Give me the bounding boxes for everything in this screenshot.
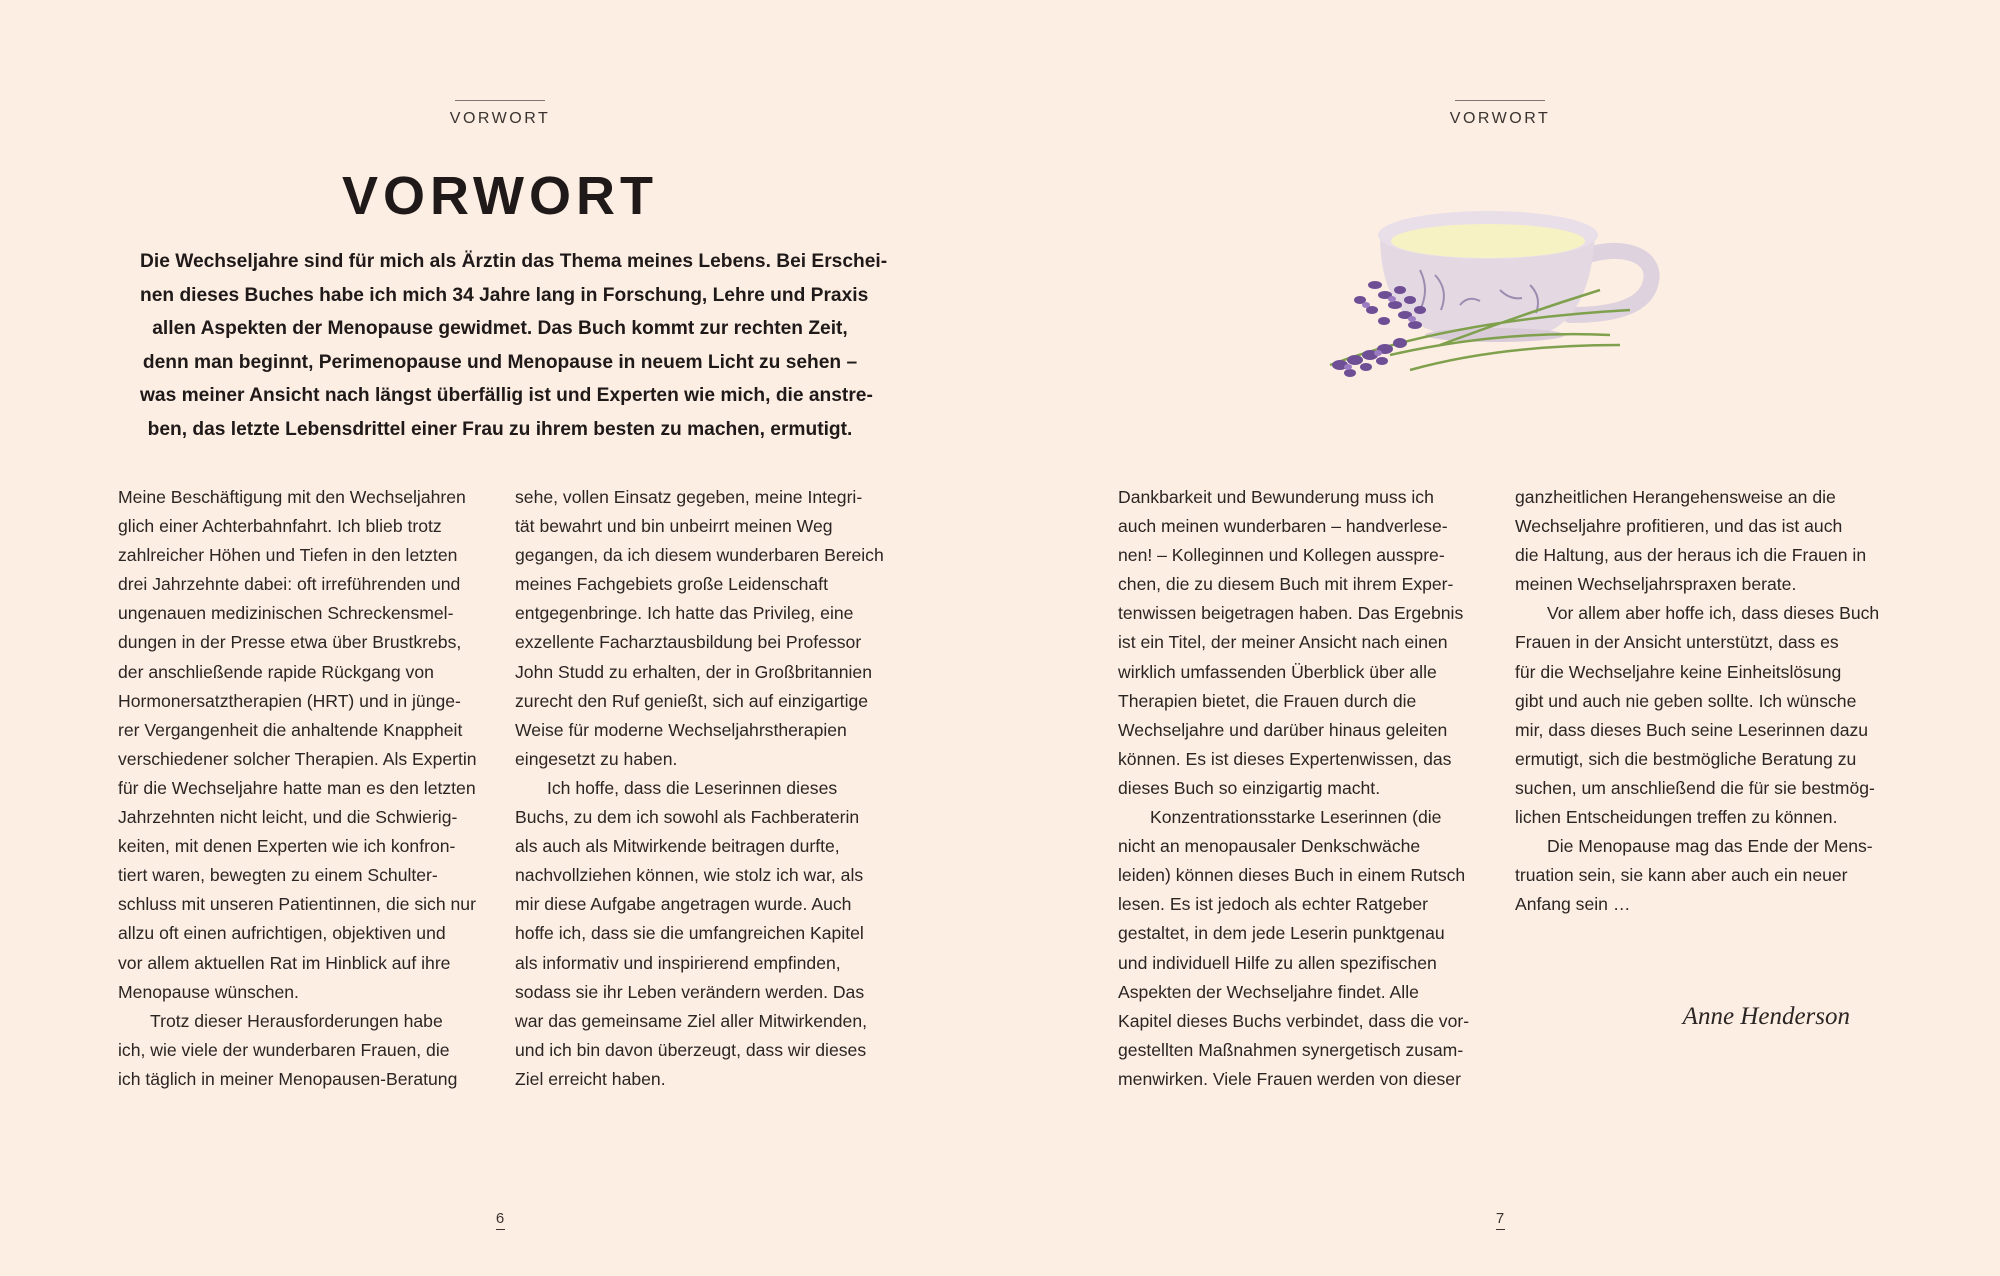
body-line: tät bewahrt und bin unbeirrt meinen Weg — [515, 516, 833, 537]
body-line: Ziel erreicht haben. — [515, 1068, 666, 1089]
lead-line: allen Aspekten der Menopause gewidmet. Das Buch kommt zur rechten Zeit, — [152, 318, 848, 339]
body-line: sodass sie ihr Leben verändern werden. Das — [515, 981, 865, 1002]
body-line: truation sein, sie kann aber auch ein neuer — [1515, 865, 1848, 886]
body-line: chen, die zu diesem Buch mit ihrem Exper- — [1118, 574, 1454, 595]
body-column-1 — [118, 483, 513, 1094]
page-number-right — [1480, 1210, 1520, 1230]
body-line: suchen, um anschließend die für sie bestmög- — [1515, 777, 1875, 798]
page-number: 6 — [495, 1210, 505, 1227]
body-line: eingesetzt zu haben. — [515, 748, 678, 769]
body-line: John Studd zu erhalten, der in Großbritannien — [515, 661, 872, 682]
lead-line: nen dieses Buches habe ich mich 34 Jahre lang in Forschung, Lehre und Praxis — [140, 284, 869, 306]
body-line: zurecht den Ruf genießt, sich auf einzigartige — [515, 690, 869, 711]
body-line: als informativ und inspirierend empfinden, — [515, 952, 841, 973]
body-line: gestellten Maßnahmen synergetisch zusam- — [1118, 1039, 1464, 1060]
body-line: drei Jahrzehnte dabei: oft irreführenden und — [118, 574, 461, 595]
body-line: verschiedener solcher Therapien. Als Expertin — [118, 748, 477, 769]
running-head-rule — [1455, 100, 1545, 101]
body-line: mir, dass dieses Buch seine Leserinnen dazu — [1515, 719, 1869, 740]
chapter-title: VORWORT — [342, 166, 658, 226]
running-head-left — [400, 100, 600, 128]
teacup-lavender-illustration — [1300, 195, 1700, 425]
body-line: lesen. Es ist jedoch als echter Ratgeber — [1118, 894, 1429, 915]
right-page — [1000, 0, 2000, 1276]
running-head-label: VORWORT — [1449, 110, 1551, 127]
body-line: Die Menopause mag das Ende der Mens- — [1547, 836, 1873, 857]
lead-line: ben, das letzte Lebensdrittel einer Frau zu ihrem besten zu machen, ermutigt. — [147, 418, 853, 440]
body-line: allzu oft einen aufrichtigen, objektiven und — [118, 923, 446, 944]
body-line: hoffe ich, dass sie die umfangreichen Kapitel — [515, 923, 864, 944]
body-line: für die Wechseljahre keine Einheitslösung — [1515, 661, 1842, 682]
body-line: keiten, mit denen Experten wie ich konfron- — [118, 836, 456, 857]
body-line: meinen Wechseljahrspraxen berate. — [1515, 574, 1797, 595]
page-number: 7 — [1495, 1210, 1505, 1227]
body-line: können. Es ist dieses Expertenwissen, das — [1118, 748, 1452, 769]
body-line: entgegenbringe. Ich hatte das Privileg, eine — [515, 603, 854, 624]
body-line: die Haltung, aus der heraus ich die Frauen in — [1515, 545, 1867, 566]
page-number-left — [480, 1210, 520, 1230]
lead-paragraph — [140, 245, 888, 446]
body-line: nicht an menopausaler Denkschwäche — [1118, 836, 1421, 857]
body-line: Buchs, zu dem ich sowohl als Fachberaterin — [515, 807, 860, 828]
body-line: Therapien bietet, die Frauen durch die — [1118, 690, 1417, 711]
body-line: gegangen, da ich diesem wunderbaren Bereich — [515, 545, 884, 566]
body-line: Wechseljahre und darüber hinaus geleiten — [1118, 719, 1448, 740]
body-line: für die Wechseljahre hatte man es den letzten — [118, 777, 476, 798]
body-line: als auch als Mitwirkende beitragen durfte, — [515, 836, 840, 857]
body-line: Anfang sein … — [1515, 894, 1631, 915]
body-column-2 — [1515, 483, 1910, 919]
author-signature: Anne Henderson — [1682, 1003, 1850, 1030]
body-line: Meine Beschäftigung mit den Wechseljahren — [118, 487, 466, 507]
body-line: sehe, vollen Einsatz gegeben, meine Integri- — [515, 487, 863, 507]
body-line: zahlreicher Höhen und Tiefen in den letzten — [118, 545, 458, 566]
body-column-2 — [515, 483, 910, 1094]
body-line: nen! – Kolleginnen und Kollegen ausspre- — [1118, 545, 1445, 566]
body-line: leiden) können dieses Buch in einem Rutsch — [1118, 865, 1466, 886]
body-line: Trotz dieser Herausforderungen habe — [150, 1010, 443, 1031]
body-line: tiert waren, bewegten zu einem Schulter- — [118, 865, 438, 886]
body-line: nachvollziehen können, wie stolz ich war, als — [515, 865, 864, 886]
body-line: war das gemeinsame Ziel aller Mitwirkenden, — [515, 1010, 868, 1031]
body-line: ungenauen medizinischen Schreckensmel- — [118, 603, 454, 624]
body-line: glich einer Achterbahnfahrt. Ich blieb trotz — [118, 516, 442, 537]
body-line: ich täglich in meiner Menopausen-Beratung — [118, 1068, 458, 1089]
body-line: Aspekten der Wechseljahre findet. Alle — [1118, 981, 1419, 1002]
body-line: Menopause wünschen. — [118, 981, 299, 1002]
body-line: Dankbarkeit und Bewunderung muss ich — [1118, 487, 1434, 507]
body-line: Hormonersatztherapien (HRT) und in jünge- — [118, 690, 461, 711]
body-line: meines Fachgebiets große Leidenschaft — [515, 574, 828, 595]
body-line: dungen in der Presse etwa über Brustkrebs, — [118, 632, 462, 653]
body-line: Ich hoffe, dass die Leserinnen dieses — [547, 777, 838, 798]
body-line: ist ein Titel, der meiner Ansicht nach einen — [1118, 632, 1448, 653]
body-line: schluss mit unseren Patientinnen, die sich nur — [118, 894, 476, 915]
body-line: vor allem aktuellen Rat im Hinblick auf ihre — [118, 952, 451, 973]
body-line: Weise für moderne Wechseljahrstherapien — [515, 719, 847, 740]
body-line: gestaltet, in dem jede Leserin punktgenau — [1118, 923, 1445, 944]
page-number-rule — [496, 1229, 505, 1230]
body-line: Jahrzehnten nicht leicht, und die Schwierig- — [118, 807, 458, 828]
body-line: wirklich umfassenden Überblick über alle — [1118, 661, 1437, 682]
body-line: der anschließende rapide Rückgang von — [118, 661, 434, 682]
lead-line: denn man beginnt, Perimenopause und Menopause in neuem Licht zu sehen – — [142, 351, 858, 373]
running-head-rule — [455, 100, 545, 101]
body-line: und ich bin davon überzeugt, dass wir dieses — [515, 1039, 867, 1060]
body-column-1 — [1118, 483, 1513, 1094]
body-line: ganzheitlichen Herangehensweise an die — [1515, 487, 1836, 507]
body-line: ermutigt, sich die bestmögliche Beratung zu — [1515, 748, 1857, 769]
body-line: Konzentrationsstarke Leserinnen (die — [1150, 807, 1442, 828]
running-head-label: VORWORT — [449, 110, 551, 127]
body-line: dieses Buch so einzigartig macht. — [1118, 777, 1381, 798]
body-line: Kapitel dieses Buchs verbindet, dass die vor- — [1118, 1010, 1470, 1031]
page-number-rule — [1496, 1229, 1505, 1230]
body-line: rer Vergangenheit die anhaltende Knappheit — [118, 719, 463, 740]
lead-line: was meiner Ansicht nach längst überfällig ist und Experten wie mich, die anstre- — [140, 385, 873, 406]
body-line: Wechseljahre profitieren, und das ist auch — [1515, 516, 1843, 537]
lead-line: Die Wechseljahre sind für mich als Ärztin das Thema meines Lebens. Bei Erschei- — [140, 251, 888, 272]
body-line: tenwissen beigetragen haben. Das Ergebnis — [1118, 603, 1464, 624]
body-line: ich, wie viele der wunderbaren Frauen, die — [118, 1039, 450, 1060]
body-line: lichen Entscheidungen treffen zu können. — [1515, 807, 1838, 828]
body-line: und individuell Hilfe zu allen spezifischen — [1118, 952, 1437, 973]
body-line: Frauen in der Ansicht unterstützt, dass es — [1515, 632, 1839, 653]
running-head-right — [1400, 100, 1600, 128]
body-line: exzellente Facharztausbildung bei Professor — [515, 632, 862, 653]
body-line: Vor allem aber hoffe ich, dass dieses Buch — [1547, 603, 1880, 624]
body-line: gibt und auch nie geben sollte. Ich wünsche — [1515, 690, 1857, 711]
body-line: auch meinen wunderbaren – handverlese- — [1118, 516, 1448, 537]
body-line: mir diese Aufgabe angetragen wurde. Auch — [515, 894, 852, 915]
body-line: menwirken. Viele Frauen werden von dieser — [1118, 1068, 1461, 1089]
